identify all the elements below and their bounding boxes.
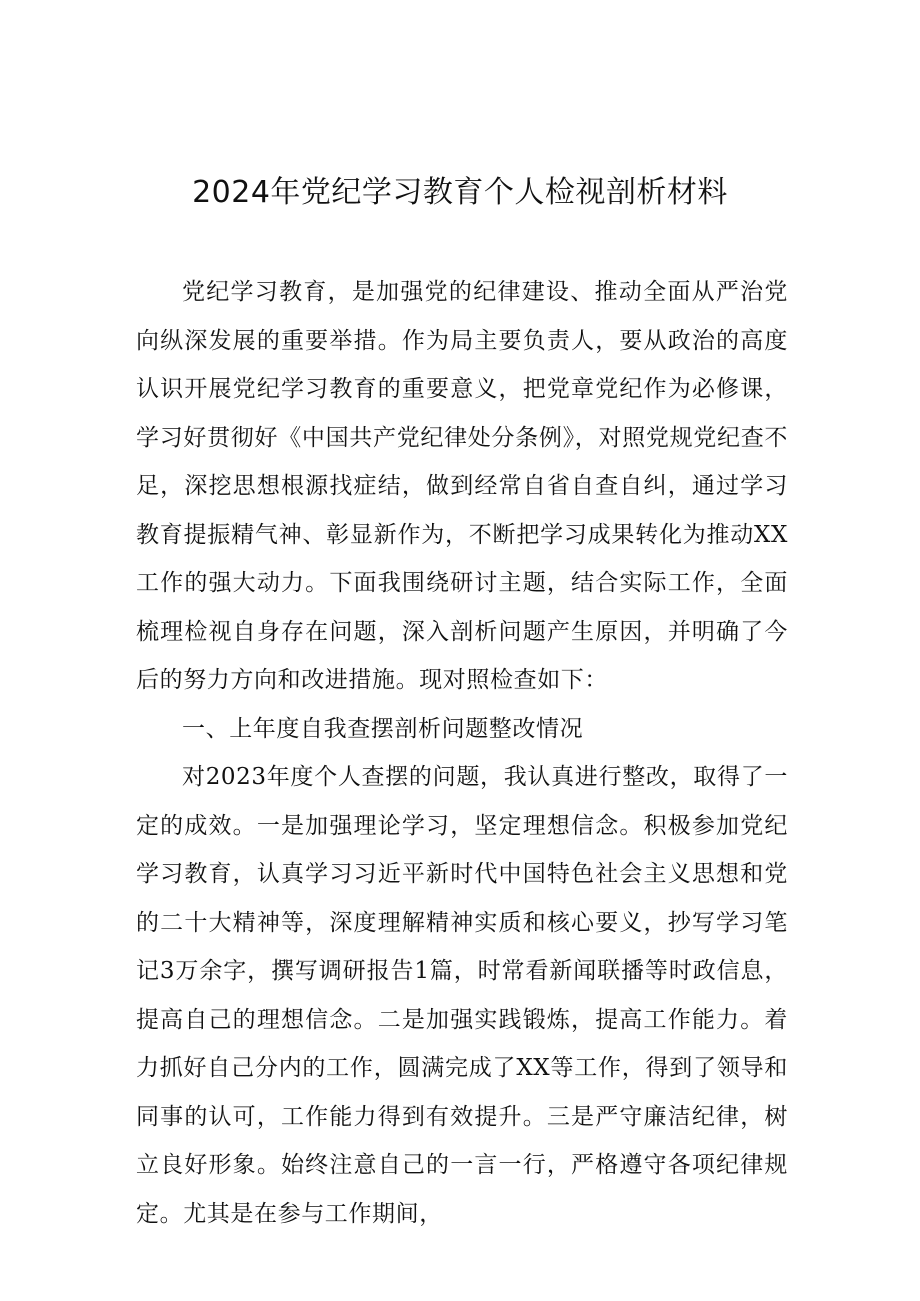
intro-paragraph: 党纪学习教育，是加强党的纪律建设、推动全面从严治党向纵深发展的重要举措。作为局主要负责人，要从政治的高度认识开展党纪学习教育的重要意义，把党章党纪作为必修课，学习好贯彻好《中国共产党纪律处分条例》，对照党规党纪查不足，深挖思想根源找症结，做到经常自省自查自纠，通过学习教育提振精气神、彰显新作为，不断把学习成果转化为推动XX工作的强大动力。下面我围绕研讨主题，结合实际工作，全面梳理检视自身存在问题，深入剖析问题产生原因，并明确了今后的努力方向和改进措施。现对照检查如下： <box>136 279 788 693</box>
section-heading: 一、上年度自我查摆剖析问题整改情况 <box>182 715 584 742</box>
document-title: 2024年党纪学习教育个人检视剖析材料 <box>192 175 728 210</box>
section-paragraph: 对2023年度个人查摆的问题，我认真进行整改，取得了一定的成效。一是加强理论学习，坚定理想信念。积极参加党纪学习教育，认真学习习近平新时代中国特色社会主义思想和党的二十大精神等，深度理解精神实质和核心要义，抄写学习笔记3万余字，撰写调研报告1篇，时常看新闻联播等时政信息，提高自己的理想信念。二是加强实践锻炼，提高工作能力。着力抓好自己分内的工作，圆满完成了XX等工作，得到了领导和同事的认可，工作能力得到有效提升。三是严守廉洁纪律，树立良好形象。始终注意自己的一言一行，严格遵守各项纪律规定。尤其是在参与工作期间， <box>136 764 788 1227</box>
document-body <box>136 268 788 1238</box>
